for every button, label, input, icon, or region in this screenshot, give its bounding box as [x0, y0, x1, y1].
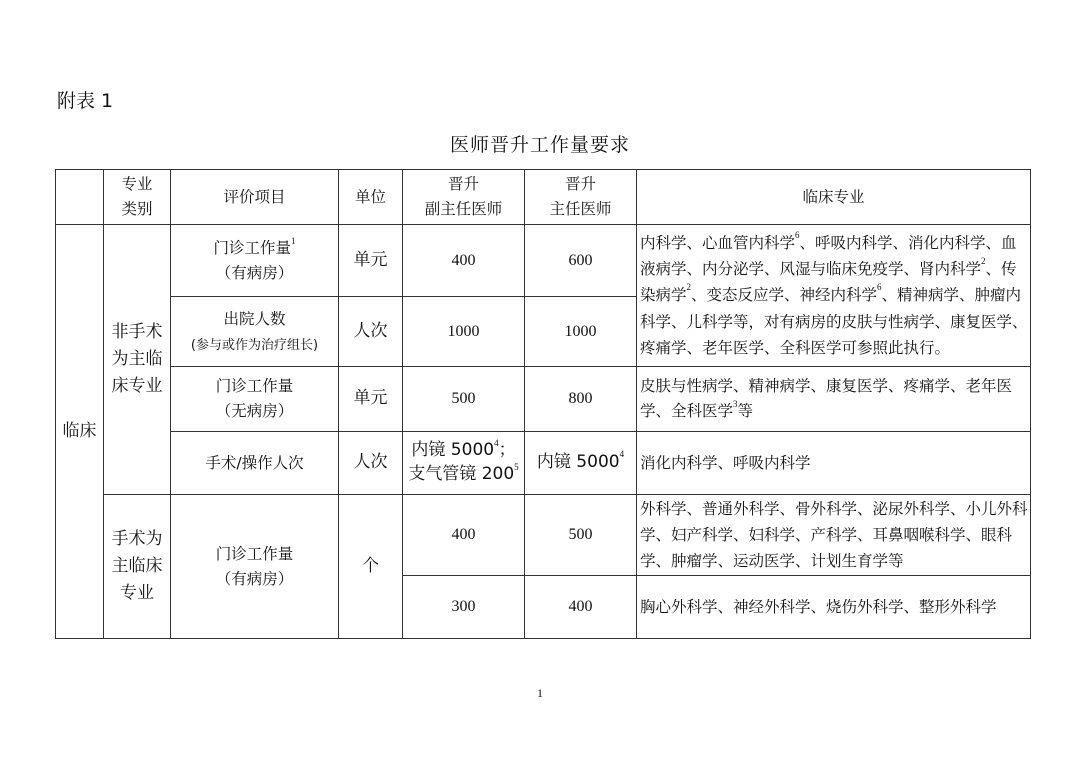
deputy-value: 内镜 5000$^4$； 支气管镜 $200^5$	[403, 432, 525, 495]
specialty-cell: 外科学、普通外科学、骨外科学、泌尿外科学、小儿外科学、妇产科学、妇科学、产科学、耳鼻咽喉科学、眼科学、肿瘤学、运动医学、计划生育学等	[637, 495, 1031, 576]
chief-value: 800	[525, 367, 637, 432]
header-blank	[56, 170, 104, 225]
chief-value: 600	[525, 225, 637, 297]
category-surgical: 手术为 主临床 专业	[104, 495, 171, 639]
page-number: 1	[537, 686, 543, 700]
unit-cell: 人次	[339, 297, 403, 367]
workload-table	[55, 169, 1031, 639]
specialty-cell: 消化内科学、呼吸内科学	[637, 432, 1031, 495]
item-cell: 门诊工作量 （有病房）	[171, 495, 339, 639]
deputy-value: 500	[403, 367, 525, 432]
header-chief: 晋升 主任医师	[525, 170, 637, 225]
deputy-value: 1000	[403, 297, 525, 367]
table-row	[56, 367, 1031, 432]
chief-value: 400	[525, 576, 637, 639]
unit-cell: 个	[339, 495, 403, 639]
header-major-category: 专业 类别	[104, 170, 171, 225]
header-deputy: 晋升 副主任医师	[403, 170, 525, 225]
chief-value: 内镜 5000$^4$	[525, 432, 637, 495]
item-cell: 门诊工作量$^1$ （有病房）	[171, 225, 339, 297]
item-cell: 门诊工作量 （无病房）	[171, 367, 339, 432]
annex-label: 附表 1	[57, 90, 114, 112]
table-row	[56, 432, 1031, 495]
deputy-value: 300	[403, 576, 525, 639]
item-cell: 出院人数 (参与或作为治疗组长)	[171, 297, 339, 367]
table-row	[56, 225, 1031, 297]
header-item: 评价项目	[171, 170, 339, 225]
deputy-value: 400	[403, 225, 525, 297]
header-specialty: 临床专业	[637, 170, 1031, 225]
chief-value: 500	[525, 495, 637, 576]
item-cell: 手术/操作人次	[171, 432, 339, 495]
unit-cell: 单元	[339, 367, 403, 432]
header-unit: 单位	[339, 170, 403, 225]
category-non-surgical: 非手术 为主临 床专业	[104, 225, 171, 495]
table-title: 医师晋升工作量要求	[449, 134, 630, 156]
unit-cell: 人次	[339, 432, 403, 495]
specialty-cell: 胸心外科学、神经外科学、烧伤外科学、整形外科学	[637, 576, 1031, 639]
specialty-cell: 内科学、心血管内科学$^6$、呼吸内科学、消化内科学、血液病学、内分泌学、风湿与临床免疫学、肾内科学$^2$、传染病学$^2$、变态反应学、神经内科学$^6$、精神病学、肿瘤内科学、儿科学等，对有病房的皮肤与性病学、康复医学、疼痛学、老年医学、全科医学可参照此执行。	[637, 225, 1031, 367]
unit-cell: 单元	[339, 225, 403, 297]
table-row	[56, 495, 1031, 576]
chief-value: 1000	[525, 297, 637, 367]
deputy-value: 400	[403, 495, 525, 576]
header-row	[56, 170, 1031, 225]
group-label-cell: 临床	[56, 225, 104, 639]
specialty-cell: 皮肤与性病学、精神病学、康复医学、疼痛学、老年医学、全科医学$^3$等	[637, 367, 1031, 432]
